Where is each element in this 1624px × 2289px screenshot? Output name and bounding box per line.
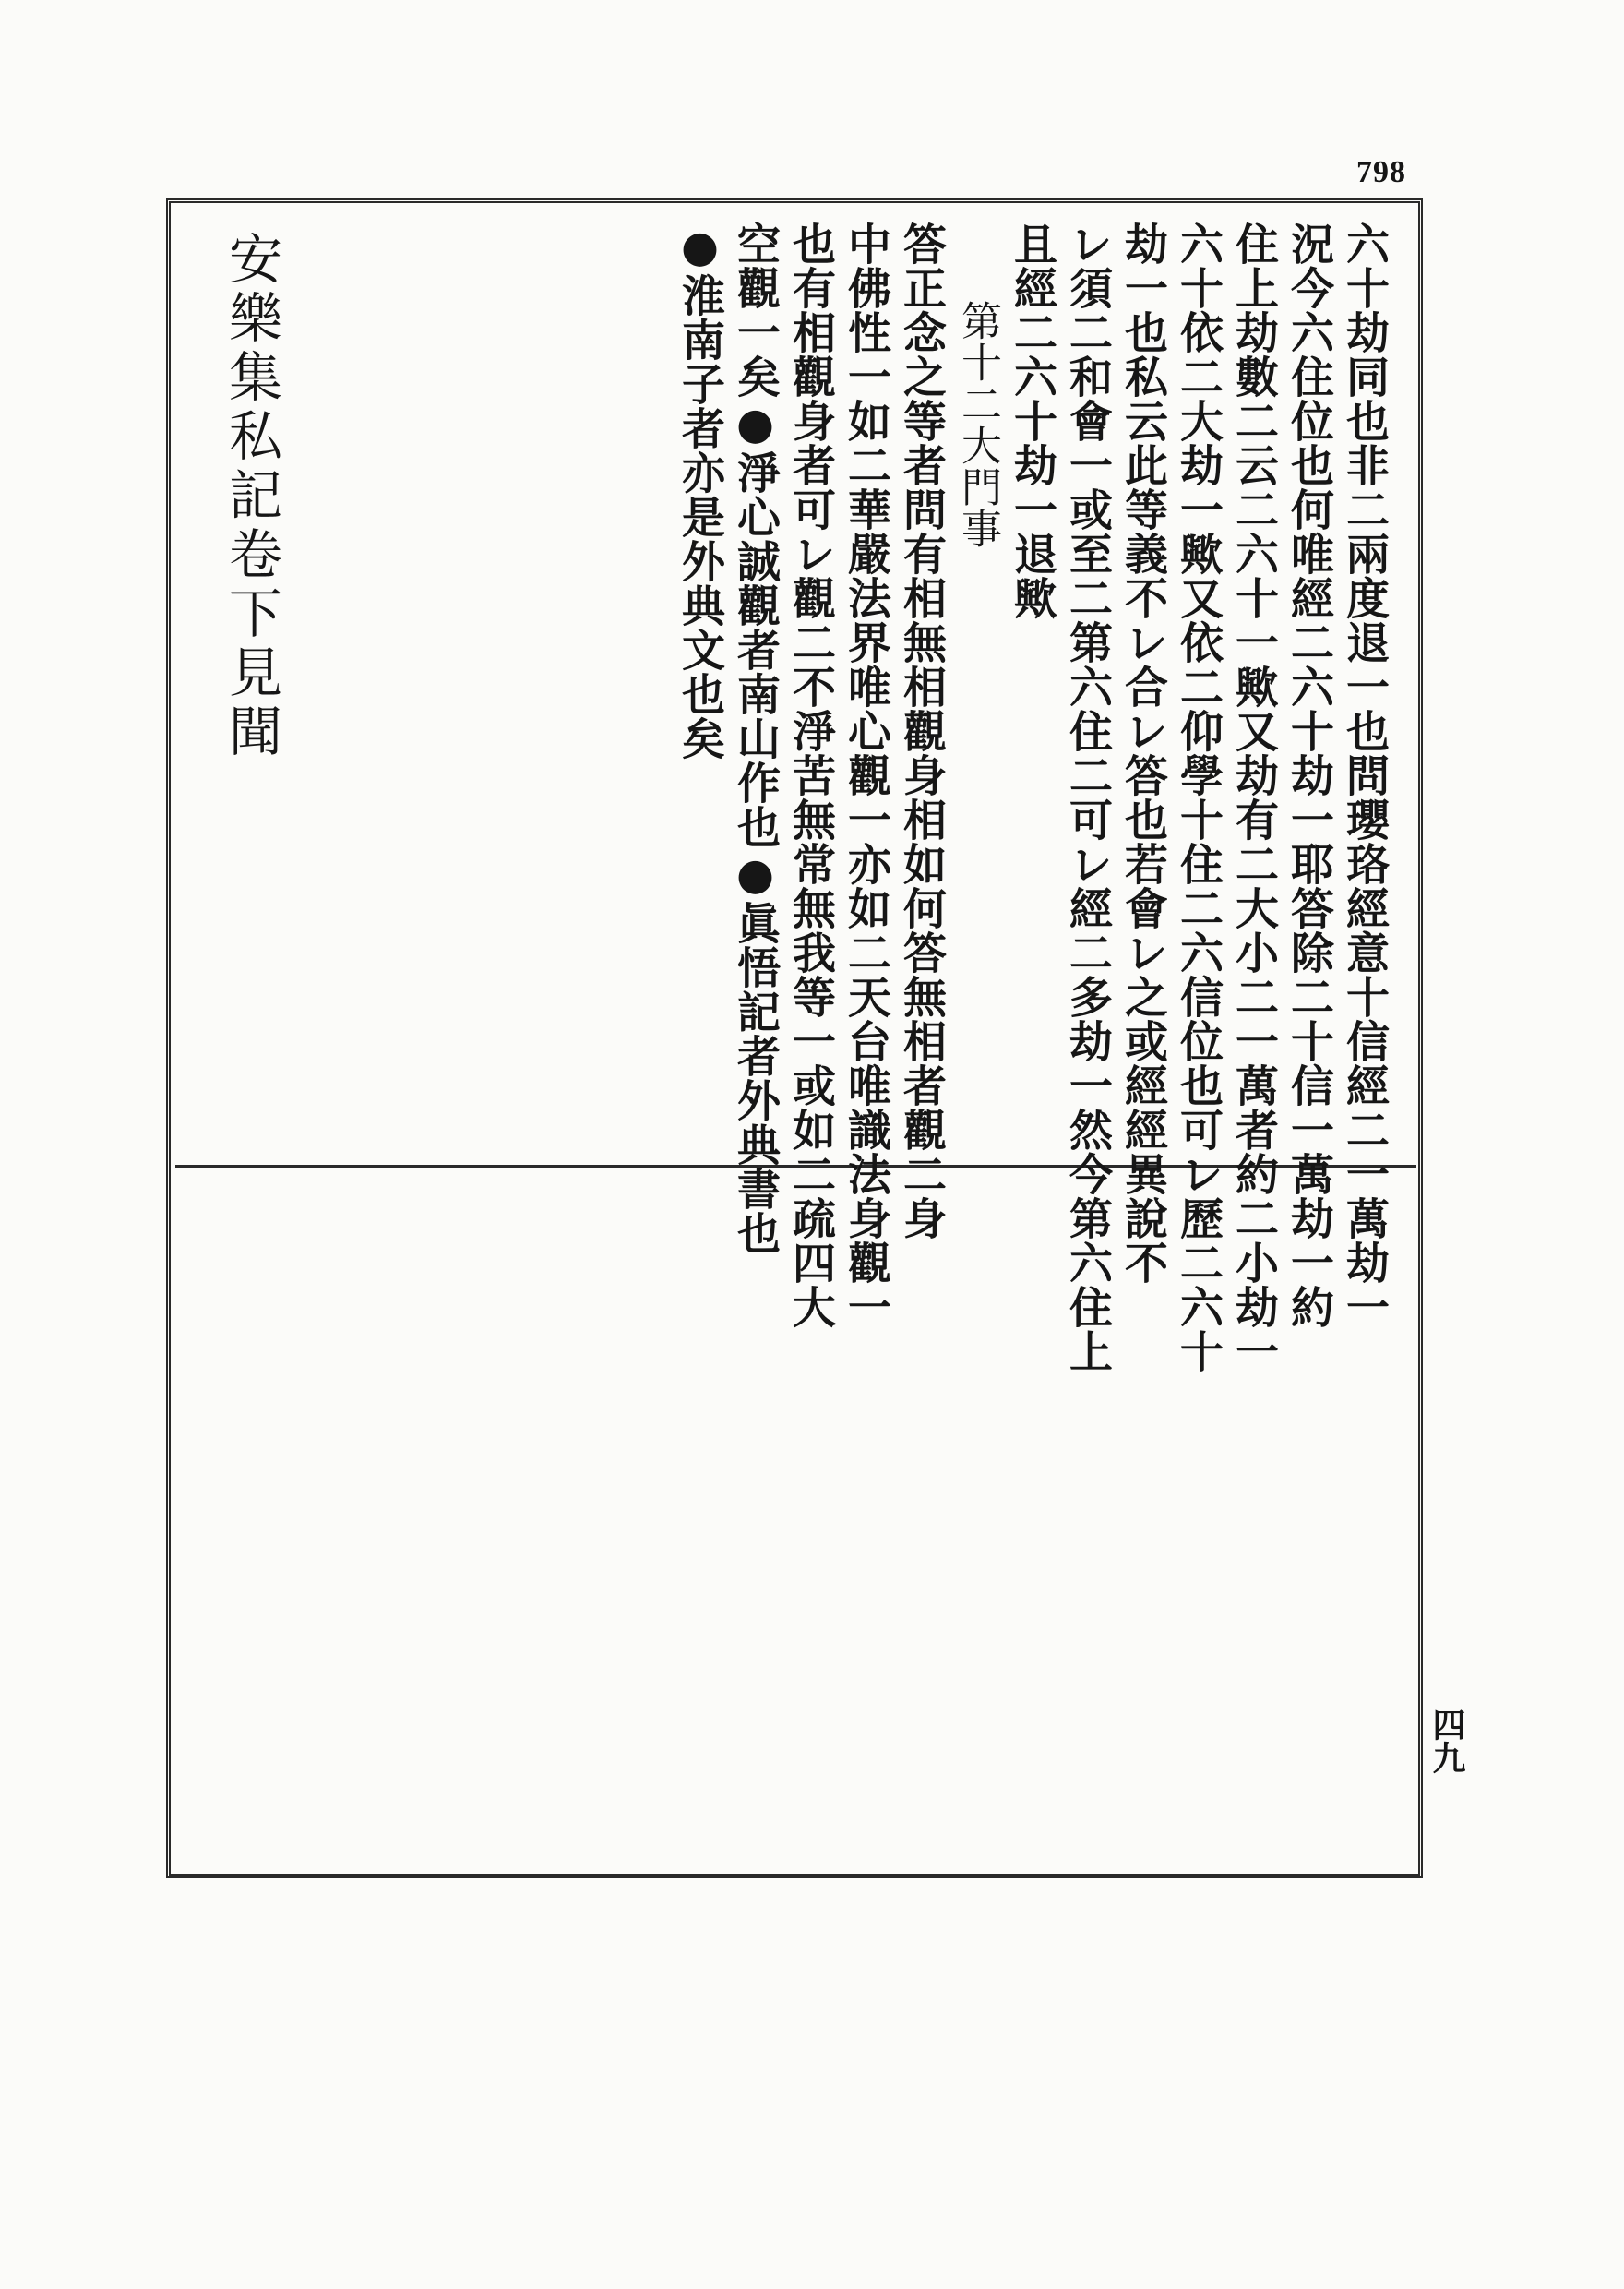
text-column-6: レ須二和會一或至二第六住二可レ經二多劫一然今第六住上	[1062, 222, 1113, 1373]
text-column-13: ●淮南子者亦是外典文也矣	[675, 222, 725, 761]
text-column-9: 答正念之等者問有相無相觀身相如何答無相者觀二身	[896, 222, 947, 1240]
text-column-12: 空觀一矣●淨心誠觀者南山作也●眞悟記者外典書也	[730, 222, 781, 1255]
text-column-4: 六十依二大劫一歟又依二仰學十住二六信位也可レ歷二六十	[1173, 222, 1224, 1373]
text-column-2: 況今六住位也何唯經二六十劫一耶答除二十信一萬劫一約	[1284, 222, 1334, 1329]
text-column-10: 中佛性一如二華嚴法界唯心觀一亦如二天台唯識法身觀一	[841, 222, 891, 1329]
text-column-7: 且經二六十劫一退歟	[1007, 222, 1057, 620]
text-column-1: 六十劫同也非二兩度退一也問瓔珞經意十信經二一萬劫一	[1339, 222, 1390, 1329]
text-column-11: 也有相觀身者可レ觀二不淨苦無常無我等一或如二疏四大	[785, 222, 836, 1329]
folio-number: 四九	[1427, 1708, 1466, 1774]
page-number: 798	[1356, 155, 1406, 189]
book-title: 安樂集私記卷下見聞	[220, 231, 282, 762]
text-column-5: 劫一也私云此等義不レ合レ答也若會レ之或經經異說不	[1117, 222, 1168, 1285]
section-heading: 第十二大門事	[954, 300, 1001, 549]
text-column-3: 住上劫數二云二六十一歟又劫有二大小二一萬者約二小劫一	[1228, 222, 1279, 1373]
